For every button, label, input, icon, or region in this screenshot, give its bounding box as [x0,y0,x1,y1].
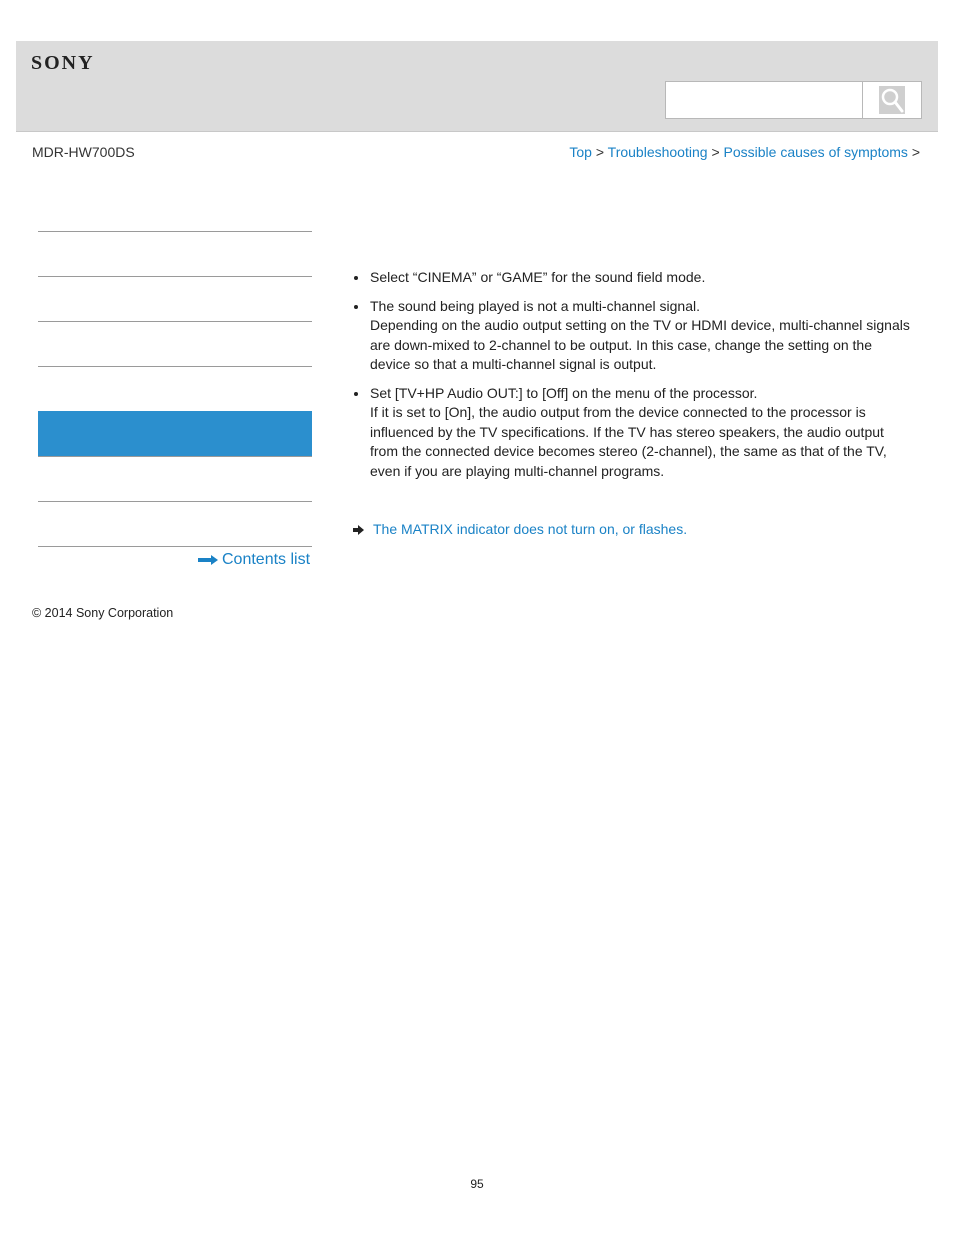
breadcrumb-separator: > [911,144,920,160]
list-item [352,297,914,375]
bullet-icon [354,276,358,280]
breadcrumb-separator: > [595,144,605,160]
sidebar-item-active[interactable] [38,411,312,456]
bullet-text: Set [TV+HP Audio OUT:] to [Off] on the menu of the processor. [370,384,758,401]
sidebar-item[interactable] [38,231,312,276]
main-content [352,268,914,490]
bullet-detail: Depending on the audio output setting on the TV or HDMI device, multi-channel signals are down-mixed to 2-channel to be output. In this case, change the setting on the device so that a multi-channel signal is output. [370,317,910,372]
sidebar-item[interactable] [38,456,312,501]
list-item [352,384,914,482]
header-bar [16,41,938,132]
contents-list-label: Contents list [222,551,311,568]
sidebar-item[interactable] [38,321,312,366]
bullet-detail: If it is set to [On], the audio output from the device connected to the processor is influenced by the TV specifications. If the TV has stereo speakers, the audio output from the connected device becomes stereo (2-channel), the same as that of the TV, even if you are playing multi-channel programs. [370,404,887,479]
arrow-right-icon [198,555,218,565]
list-item [352,268,914,288]
bullet-text: The sound being played is not a multi-channel signal. [370,297,700,314]
contents-list-link[interactable] [198,551,310,569]
sidebar-nav [38,231,312,547]
bullet-icon [354,305,358,309]
arrow-right-icon [353,525,364,535]
sony-logo: SONY [31,52,95,74]
breadcrumb-possible-causes[interactable]: Possible causes of symptoms [723,144,908,160]
sidebar-item[interactable] [38,276,312,321]
copyright: © 2014 Sony Corporation [32,606,174,620]
breadcrumb-separator: > [711,144,720,160]
related-link[interactable] [353,521,687,537]
bullet-text: Select “CINEMA” or “GAME” for the sound field mode. [370,269,706,285]
page-number: 95 [470,1177,484,1191]
bullet-icon [354,392,358,396]
model-name: MDR-HW700DS [32,144,135,160]
breadcrumb-troubleshooting[interactable]: Troubleshooting [607,144,708,160]
search-icon [879,86,905,114]
breadcrumb [569,144,920,160]
sidebar-divider [38,546,312,547]
sidebar-item[interactable] [38,501,312,546]
search-button[interactable] [862,81,922,119]
related-link-label: The MATRIX indicator does not turn on, or flashes. [373,521,688,537]
sidebar-item[interactable] [38,366,312,411]
search-input[interactable] [665,81,862,119]
breadcrumb-top[interactable]: Top [569,144,592,160]
